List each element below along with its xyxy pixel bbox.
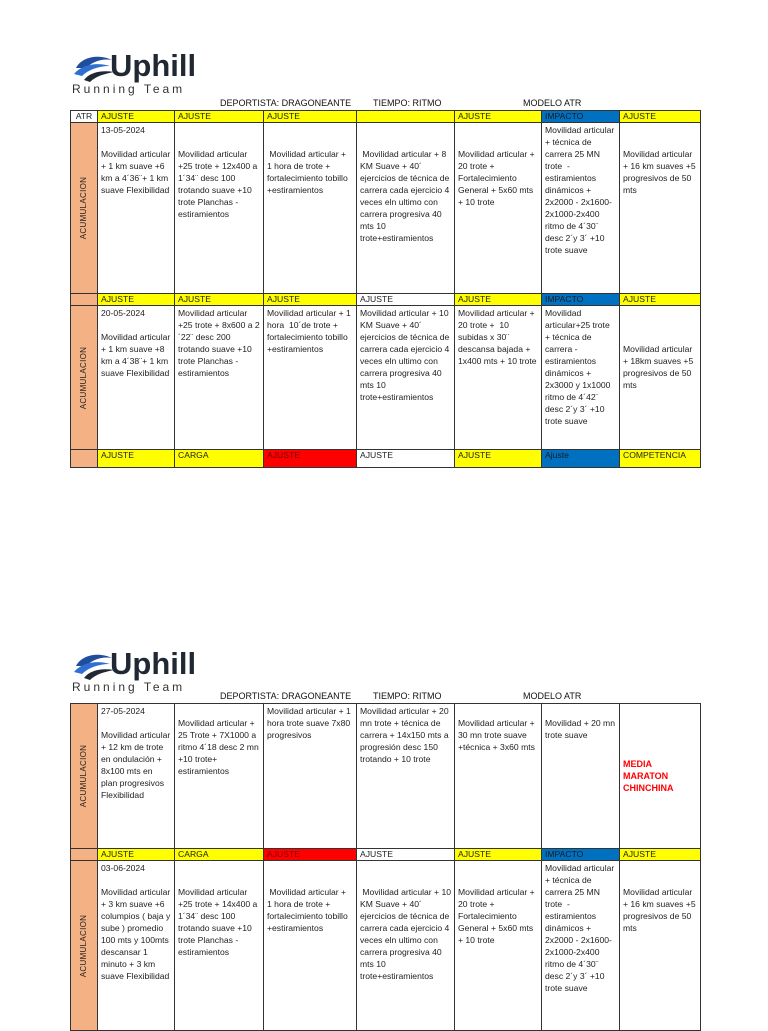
band-cell bbox=[357, 111, 455, 123]
session-cell: 27-05-2024 Movilidad articular + 12 km de trote en ondulación + 8x100 mts en plan progresivos Flexibilidad bbox=[98, 704, 175, 849]
phase-label: ACUMULACION bbox=[79, 346, 88, 409]
session-cell: Movilidad articular + 25 Trote + 7X1000 a ritmo 4´18 desc 2 mn +10 trote+ estiramientos bbox=[175, 704, 264, 849]
session-cell: Movilidad articular + 1 hora 10´de trote + fortalecimiento tobillo +estiramientos bbox=[264, 306, 357, 450]
session-cell: 13-05-2024 Movilidad articular + 1 km suave +6 km a 4´36¨+ 1 km suave Flexibilidad bbox=[98, 123, 175, 294]
session-cell: Movilidad + 20 mn trote suave bbox=[542, 704, 620, 849]
logo-subtitle: Running Team bbox=[72, 82, 186, 96]
band-row bbox=[71, 294, 701, 306]
session-cell: Movilidad articular +25 trote + 8x600 a 2´22¨ desc 200 trotando suave +10 trote Planchas - estiramientos bbox=[175, 306, 264, 450]
time-label: TIEMPO: RITMO bbox=[373, 98, 442, 108]
phase-cell bbox=[71, 123, 98, 294]
training-table-2 bbox=[70, 703, 701, 1031]
band-cell-impact: IMPACTO bbox=[542, 294, 620, 306]
band-cell: AJUSTE bbox=[175, 294, 264, 306]
band-cell: AJUSTE bbox=[455, 849, 542, 861]
band-row bbox=[71, 849, 701, 861]
band-cell: AJUSTE bbox=[98, 294, 175, 306]
session-cell: Movilidad articular + 10 KM Suave + 40´ ejercicios de técnica de carrera cada ejercicio 4 veces eln ultimo con carrera progresiva 40 mts 10 trote+estiramientos bbox=[357, 306, 455, 450]
phase-label: ACUMULACION bbox=[79, 914, 88, 977]
band-cell: COMPETENCIA bbox=[620, 450, 701, 468]
band-cell: AJUSTE bbox=[620, 849, 701, 861]
phase-cell bbox=[71, 861, 98, 1031]
logo-subtitle: Running Team bbox=[72, 680, 186, 694]
band-cell: AJUSTE bbox=[620, 111, 701, 123]
week-row bbox=[71, 704, 701, 849]
phase-label: ACUMULACION bbox=[79, 744, 88, 808]
time-label: TIEMPO: RITMO bbox=[373, 691, 442, 701]
band-cell: AJUSTE bbox=[98, 111, 175, 123]
week-row bbox=[71, 306, 701, 450]
atr-band-cell bbox=[71, 849, 98, 861]
session-cell: Movilidad articular + 8 KM Suave + 40´ ejercicios de técnica de carrera cada ejercicio 4 veces eln ultimo con carrera progresiva 40 mts 10 trote+estiramientos bbox=[357, 123, 455, 294]
session-cell: Movilidad articular + 20 trote + 10 subidas x 30¨ descansa bajada + 1x400 mts + 10 trote bbox=[455, 306, 542, 450]
logo-wordmark: Uphill bbox=[110, 48, 197, 83]
session-cell: Movilidad articular + 1 hora de trote + fortalecimiento tobillo +estiramientos bbox=[264, 123, 357, 294]
uphill-logo bbox=[70, 646, 210, 700]
session-cell: Movilidad articular + 20 trote + Fortalecimiento General + 5x60 mts + 10 trote bbox=[455, 123, 542, 294]
atr-band-cell bbox=[71, 450, 98, 468]
band-cell: AJUSTE bbox=[357, 849, 455, 861]
phase-cell bbox=[71, 704, 98, 849]
phase-label: ACUMULACION bbox=[79, 176, 88, 240]
athlete-label: DEPORTISTA: DRAGONEANTE bbox=[220, 98, 352, 108]
session-cell: Movilidad articular +25 trote + 14x400 a 1´34¨ desc 100 trotando suave +10 trote Planchas - estiramientos bbox=[175, 861, 264, 1031]
band-cell: CARGA bbox=[175, 849, 264, 861]
band-cell-red: AJUSTE bbox=[264, 849, 357, 861]
band-cell-impact: IMPACTO bbox=[542, 111, 620, 123]
band-cell: AJUSTE bbox=[455, 111, 542, 123]
race-cell bbox=[620, 704, 701, 849]
week-row bbox=[71, 861, 701, 1031]
band-cell: AJUSTE bbox=[357, 294, 455, 306]
session-cell: Movilidad articular + técnica de carrera 25 MN trote - estiramientos dinámicos + 2x2000 - 2x1600- 2x1000-2x400 ritmo de 4´30¨ desc 2´y 3´ +10 trote suave bbox=[542, 861, 620, 1031]
band-cell: AJUSTE bbox=[264, 111, 357, 123]
session-cell: Movilidad articular +25 trote + 12x400 a 1´34¨ desc 100 trotando suave +10 trote Planchas - estiramientos bbox=[175, 123, 264, 294]
logo-wordmark: Uphill bbox=[110, 646, 197, 681]
phase-cell bbox=[71, 306, 98, 450]
session-cell: Movilidad articular+25 trote + técnica de carrera - estiramientos dinámicos + 2x3000 y 1x1000 ritmo de 4´42¨ desc 2´y 3´ +10 trote suave bbox=[542, 306, 620, 450]
session-cell: 20-05-2024 Movilidad articular + 1 km suave +8 km a 4´38¨+ 1 km suave Flexibilidad bbox=[98, 306, 175, 450]
header-row bbox=[71, 111, 701, 123]
band-row bbox=[71, 450, 701, 468]
band-cell: AJUSTE bbox=[455, 294, 542, 306]
training-table-1 bbox=[70, 110, 701, 468]
session-cell: Movilidad articular + 20 trote + Fortalecimiento General + 5x60 mts + 10 trote bbox=[455, 861, 542, 1031]
band-cell-red: AJUSTE bbox=[264, 450, 357, 468]
model-label: MODELO ATR bbox=[523, 98, 582, 108]
session-cell: Movilidad articular + 10 KM Suave + 40´ ejercicios de técnica de carrera cada ejercicio 4 veces eln ultimo con carrera progresiva 40 mts 10 trote+estiramientos bbox=[357, 861, 455, 1031]
band-cell: AJUSTE bbox=[357, 450, 455, 468]
band-cell: AJUSTE bbox=[620, 294, 701, 306]
model-label: MODELO ATR bbox=[523, 691, 582, 701]
session-cell: Movilidad articular + 20 mn trote + técnica de carrera + 14x150 mts a progresión desc 150 trotando + 10 trote bbox=[357, 704, 455, 849]
week-row bbox=[71, 123, 701, 294]
band-cell: AJUSTE bbox=[264, 294, 357, 306]
atr-band-cell bbox=[71, 294, 98, 306]
band-cell: AJUSTE bbox=[98, 450, 175, 468]
atr-header-cell: ATR bbox=[71, 111, 98, 123]
band-cell: AJUSTE bbox=[175, 111, 264, 123]
band-cell: CARGA bbox=[175, 450, 264, 468]
session-cell: Movilidad articular + 1 hora de trote + fortalecimiento tobillo +estiramientos bbox=[264, 861, 357, 1031]
band-cell: AJUSTE bbox=[455, 450, 542, 468]
band-cell-impact: IMPACTO bbox=[542, 849, 620, 861]
band-cell: AJUSTE bbox=[98, 849, 175, 861]
session-cell: Movilidad articular + 18km suaves +5 progresivos de 50 mts bbox=[620, 306, 701, 450]
session-cell: Movilidad articular + 16 km suaves +5 progresivos de 50 mts bbox=[620, 123, 701, 294]
session-cell: Movilidad articular + 30 mn trote suave +técnica + 3x60 mts bbox=[455, 704, 542, 849]
session-cell: 03-06-2024 Movilidad articular + 3 km suave +6 columpios ( baja y sube ) promedio 100 mts y 100mts descansar 1 minuto + 3 km suave Flexibilidad bbox=[98, 861, 175, 1031]
session-cell: Movilidad articular + técnica de carrera 25 MN trote - estiramientos dinámicos + 2x2000 - 2x1600- 2x1000-2x400 ritmo de 4´30¨ desc 2´y 3´ +10 trote suave bbox=[542, 123, 620, 294]
uphill-logo bbox=[70, 48, 210, 102]
session-cell: Movilidad articular + 1 hora trote suave 7x80 progresivos bbox=[264, 704, 357, 849]
session-cell: Movilidad articular + 16 km suaves +5 progresivos de 50 mts bbox=[620, 861, 701, 1031]
race-label: MEDIA MARATON CHINCHINA bbox=[623, 759, 674, 793]
athlete-label: DEPORTISTA: DRAGONEANTE bbox=[220, 691, 352, 701]
band-cell-impact: Ajuste bbox=[542, 450, 620, 468]
